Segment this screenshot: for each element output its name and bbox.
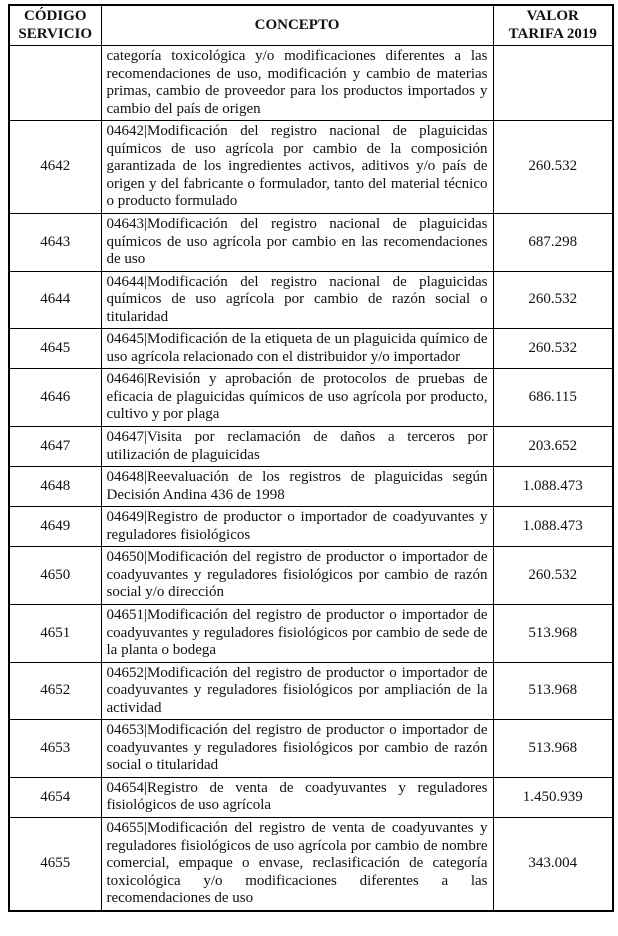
concepto-cell: 04650|Modificación del registro de productor o importador de coadyuvantes y reguladores fisiológicos por cambio de razón social y/o dirección	[101, 547, 493, 605]
valor-cell: 1.088.473	[493, 467, 613, 507]
table-row	[9, 467, 613, 507]
valor-cell	[493, 46, 613, 121]
concepto-cell: 04653|Modificación del registro de productor o importador de coadyuvantes y reguladores fisiológicos por cambio de razón social o titularidad	[101, 720, 493, 778]
valor-cell: 260.532	[493, 271, 613, 329]
codigo-cell: 4648	[9, 467, 101, 507]
valor-cell: 1.088.473	[493, 507, 613, 547]
table-row	[9, 214, 613, 272]
table-header-row	[9, 5, 613, 46]
codigo-cell: 4642	[9, 121, 101, 214]
concepto-cell: 04651|Modificación del registro de productor o importador de coadyuvantes y reguladores fisiológicos por cambio de sede de la planta o bodega	[101, 604, 493, 662]
codigo-cell: 4645	[9, 329, 101, 369]
concepto-cell: categoría toxicológica y/o modificaciones diferentes a las recomendaciones de uso, modificación y cambio de materias primas, cambio de proveedor para los productos importados y cambio del país de origen	[101, 46, 493, 121]
codigo-cell: 4649	[9, 507, 101, 547]
codigo-cell: 4644	[9, 271, 101, 329]
codigo-cell: 4643	[9, 214, 101, 272]
concepto-cell: 04655|Modificación del registro de venta de coadyuvantes y reguladores fisiológicos de uso agrícola por cambio de nombre comercial, empaque o envase, reclasificación de categoría toxicológica y/o modificaciones diferentes a las recomendaciones de uso	[101, 817, 493, 910]
table-row	[9, 547, 613, 605]
codigo-cell: 4650	[9, 547, 101, 605]
concepto-cell: 04647|Visita por reclamación de daños a terceros por utilización de plaguicidas	[101, 427, 493, 467]
header-concepto: CONCEPTO	[101, 5, 493, 46]
concepto-cell: 04654|Registro de venta de coadyuvantes y reguladores fisiológicos de uso agrícola	[101, 777, 493, 817]
valor-cell: 260.532	[493, 329, 613, 369]
codigo-cell: 4655	[9, 817, 101, 910]
header-valor-tarifa: VALOR TARIFA 2019	[493, 5, 613, 46]
table-row	[9, 271, 613, 329]
table-row	[9, 46, 613, 121]
tariff-table	[8, 4, 614, 912]
concepto-cell: 04648|Reevaluación de los registros de plaguicidas según Decisión Andina 436 de 1998	[101, 467, 493, 507]
codigo-cell: 4652	[9, 662, 101, 720]
concepto-cell: 04644|Modificación del registro nacional de plaguicidas químicos de uso agrícola por cambio de razón social o titularidad	[101, 271, 493, 329]
valor-cell: 1.450.939	[493, 777, 613, 817]
table-row	[9, 427, 613, 467]
table-row	[9, 720, 613, 778]
table-row	[9, 329, 613, 369]
table-row	[9, 604, 613, 662]
table-row	[9, 777, 613, 817]
concepto-cell: 04652|Modificación del registro de productor o importador de coadyuvantes y reguladores fisiológicos por ampliación de la actividad	[101, 662, 493, 720]
valor-cell: 260.532	[493, 121, 613, 214]
codigo-cell: 4647	[9, 427, 101, 467]
table-row	[9, 369, 613, 427]
codigo-cell: 4651	[9, 604, 101, 662]
valor-cell: 686.115	[493, 369, 613, 427]
table-row	[9, 662, 613, 720]
valor-cell: 513.968	[493, 720, 613, 778]
codigo-cell: 4646	[9, 369, 101, 427]
header-codigo-servicio: CÓDIGO SERVICIO	[9, 5, 101, 46]
concepto-cell: 04643|Modificación del registro nacional de plaguicidas químicos de uso agrícola por cambio en las recomendaciones de uso	[101, 214, 493, 272]
valor-cell: 513.968	[493, 604, 613, 662]
table-row	[9, 121, 613, 214]
valor-cell: 203.652	[493, 427, 613, 467]
concepto-cell: 04642|Modificación del registro nacional de plaguicidas químicos de uso agrícola por cambio de la composición garantizada de los ingredientes activos, aditivos y/o país de origen y del fabricante o formulador, tanto del material técnico o producto formulado	[101, 121, 493, 214]
codigo-cell	[9, 46, 101, 121]
concepto-cell: 04646|Revisión y aprobación de protocolos de pruebas de eficacia de plaguicidas químicos de uso agrícola por producto, cultivo y por plaga	[101, 369, 493, 427]
table-row	[9, 507, 613, 547]
concepto-cell: 04645|Modificación de la etiqueta de un plaguicida químico de uso agrícola relacionado con el distribuidor y/o importador	[101, 329, 493, 369]
concepto-cell: 04649|Registro de productor o importador de coadyuvantes y reguladores fisiológicos	[101, 507, 493, 547]
codigo-cell: 4653	[9, 720, 101, 778]
valor-cell: 343.004	[493, 817, 613, 910]
codigo-cell: 4654	[9, 777, 101, 817]
valor-cell: 687.298	[493, 214, 613, 272]
valor-cell: 260.532	[493, 547, 613, 605]
valor-cell: 513.968	[493, 662, 613, 720]
table-row	[9, 817, 613, 910]
